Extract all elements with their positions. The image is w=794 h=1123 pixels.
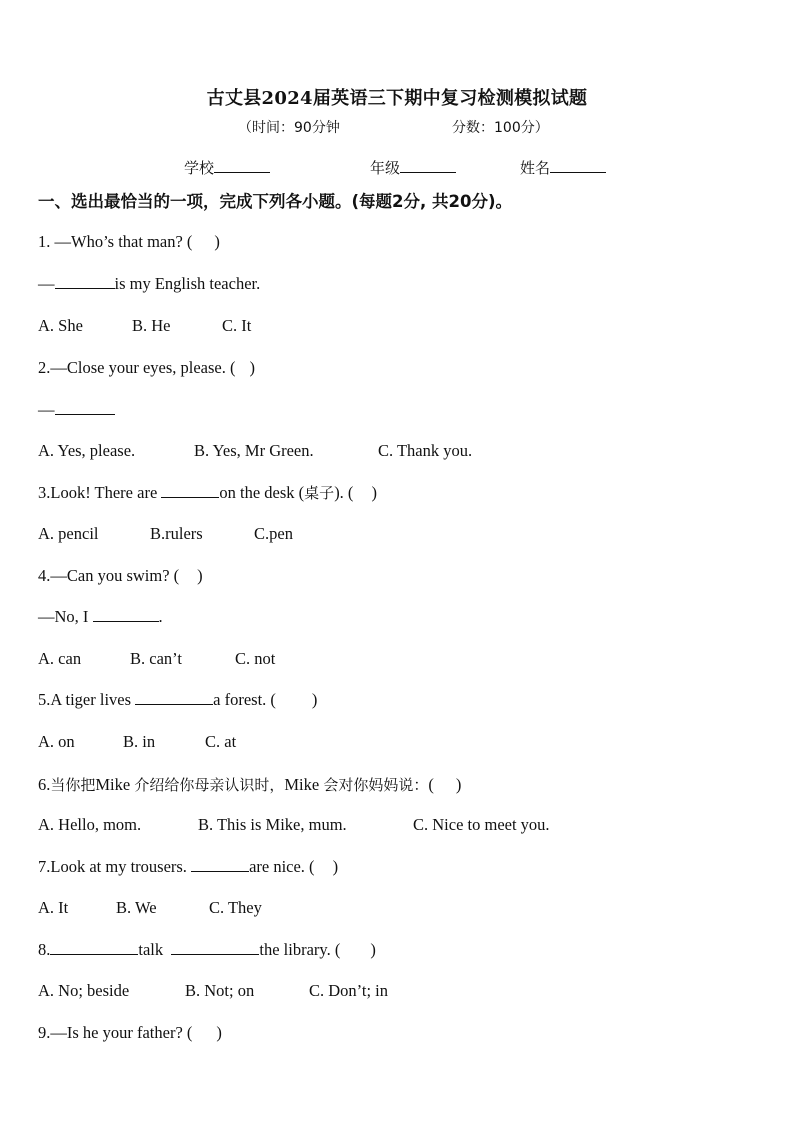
q8-blank-2[interactable]	[171, 940, 259, 955]
q3-option-b[interactable]: B.rulers	[150, 524, 203, 543]
q4-answer-prefix: —No, I	[38, 607, 89, 626]
q9-paren-close: )	[216, 1023, 222, 1042]
q6-cjk-c: 会对你妈妈说：	[323, 776, 429, 794]
q9-stem	[38, 1023, 222, 1043]
q5-stem-b: a forest. (	[213, 690, 276, 709]
q1-answer-prefix: —	[38, 274, 55, 293]
q5-paren-close: )	[311, 690, 318, 709]
q1-option-a[interactable]: A. She	[38, 316, 83, 335]
q1-stem-text: 1. —Who’s that man? (	[38, 232, 193, 251]
q4-answer-suffix: .	[158, 607, 163, 626]
q3-option-a[interactable]: A. pencil	[38, 524, 99, 543]
q6-stem-b: Mike	[95, 775, 131, 794]
q2-option-c[interactable]: C. Thank you.	[378, 441, 473, 460]
q8-stem-a: 8.	[38, 940, 51, 959]
q1-stem	[38, 232, 220, 252]
q8-option-b[interactable]: B. Not; on	[185, 981, 255, 1000]
q4-stem	[38, 566, 203, 586]
q9-stem-text: 9.—Is he your father? (	[38, 1023, 193, 1042]
q1-blank[interactable]	[55, 274, 115, 289]
q3-option-c[interactable]: C.pen	[254, 524, 293, 543]
q8-blank-1[interactable]	[50, 940, 138, 955]
q6-paren-close: )	[455, 775, 462, 794]
q1-answer-suffix: is my English teacher.	[114, 274, 261, 293]
q8-option-a[interactable]: A. No; beside	[38, 981, 130, 1000]
q7-option-c[interactable]: C. They	[209, 898, 262, 917]
q6-option-c[interactable]: C. Nice to meet you.	[413, 815, 550, 834]
q3-stem-a: 3.Look! There are	[38, 483, 158, 502]
exam-time: （时间：90分钟	[238, 120, 340, 136]
q2-answer-line	[38, 400, 115, 420]
school-label: 学校	[184, 159, 215, 177]
q6-stem-d: (	[428, 775, 434, 794]
q7-paren-close: )	[332, 857, 339, 876]
q8-paren-close: )	[370, 940, 376, 959]
q8-option-c[interactable]: C. Don’t; in	[309, 981, 388, 1000]
q1-options	[38, 316, 251, 336]
q8-stem	[38, 940, 376, 960]
exam-score: 分数：100分）	[452, 120, 549, 136]
q5-option-b[interactable]: B. in	[123, 732, 156, 751]
q3-stem	[38, 482, 377, 503]
q5-blank[interactable]	[135, 690, 213, 705]
q5-options	[38, 732, 236, 752]
q4-option-c[interactable]: C. not	[235, 649, 276, 668]
q6-stem-c: Mike	[284, 775, 320, 794]
q2-answer-prefix: —	[38, 400, 55, 419]
q5-option-a[interactable]: A. on	[38, 732, 75, 751]
q7-stem-b: are nice. (	[249, 857, 315, 876]
q7-stem	[38, 857, 338, 877]
q5-stem-a: 5.A tiger lives	[38, 690, 132, 709]
q2-options	[38, 441, 472, 461]
name-label: 姓名	[520, 159, 551, 177]
q4-options	[38, 649, 275, 669]
q4-answer-line	[38, 607, 163, 627]
q6-options	[38, 815, 550, 835]
q7-option-b[interactable]: B. We	[116, 898, 157, 917]
q3-options	[38, 524, 293, 544]
exam-title: 古丈县2024届英语三下期中复习检测模拟试题	[206, 88, 588, 109]
q8-stem-c: the library. (	[259, 940, 341, 959]
q3-paren-close: )	[371, 483, 377, 502]
q7-options	[38, 898, 262, 918]
q4-option-a[interactable]: A. can	[38, 649, 82, 668]
q2-option-b[interactable]: B. Yes, Mr Green.	[194, 441, 314, 460]
q3-stem-c: ). (	[334, 483, 354, 502]
q3-blank[interactable]	[161, 483, 219, 498]
q7-option-a[interactable]: A. It	[38, 898, 69, 917]
q6-stem-a: 6.	[38, 775, 51, 794]
q1-option-b[interactable]: B. He	[132, 316, 171, 335]
q3-cjk: 桌子	[304, 484, 335, 502]
q6-stem	[38, 774, 461, 795]
q1-answer-line	[38, 274, 260, 294]
q4-blank[interactable]	[93, 607, 159, 622]
q3-stem-b: on the desk (	[219, 483, 305, 502]
q2-paren-close: )	[249, 358, 255, 377]
q5-stem	[38, 690, 317, 710]
school-blank[interactable]	[214, 158, 270, 173]
school-field	[184, 157, 270, 178]
q4-paren-close: )	[197, 566, 203, 585]
q2-blank[interactable]	[55, 400, 115, 415]
q8-stem-b: talk	[138, 940, 164, 959]
grade-label: 年级	[370, 159, 401, 177]
q1-option-c[interactable]: C. It	[222, 316, 252, 335]
name-blank[interactable]	[550, 158, 606, 173]
q2-stem-text: 2.—Close your eyes, please. (	[38, 358, 236, 377]
q8-options	[38, 981, 388, 1001]
q6-option-b[interactable]: B. This is Mike, mum.	[198, 815, 347, 834]
q4-stem-text: 4.—Can you swim? (	[38, 566, 180, 585]
name-field	[520, 157, 606, 178]
grade-blank[interactable]	[400, 158, 456, 173]
q6-option-a[interactable]: A. Hello, mom.	[38, 815, 142, 834]
q4-option-b[interactable]: B. can’t	[130, 649, 182, 668]
q7-stem-a: 7.Look at my trousers.	[38, 857, 187, 876]
q7-blank[interactable]	[191, 857, 249, 872]
q6-cjk-b: 介绍给你母亲认识时，	[134, 776, 285, 794]
q2-stem	[38, 358, 255, 378]
q5-option-c[interactable]: C. at	[205, 732, 237, 751]
section-1-heading: 一、选出最恰当的一项，完成下列各小题。(每题2分, 共20分)。	[38, 192, 513, 211]
q2-option-a[interactable]: A. Yes, please.	[38, 441, 136, 460]
q1-paren-close: )	[214, 232, 220, 251]
grade-field	[370, 157, 456, 178]
q6-cjk-a: 当你把	[50, 776, 96, 794]
